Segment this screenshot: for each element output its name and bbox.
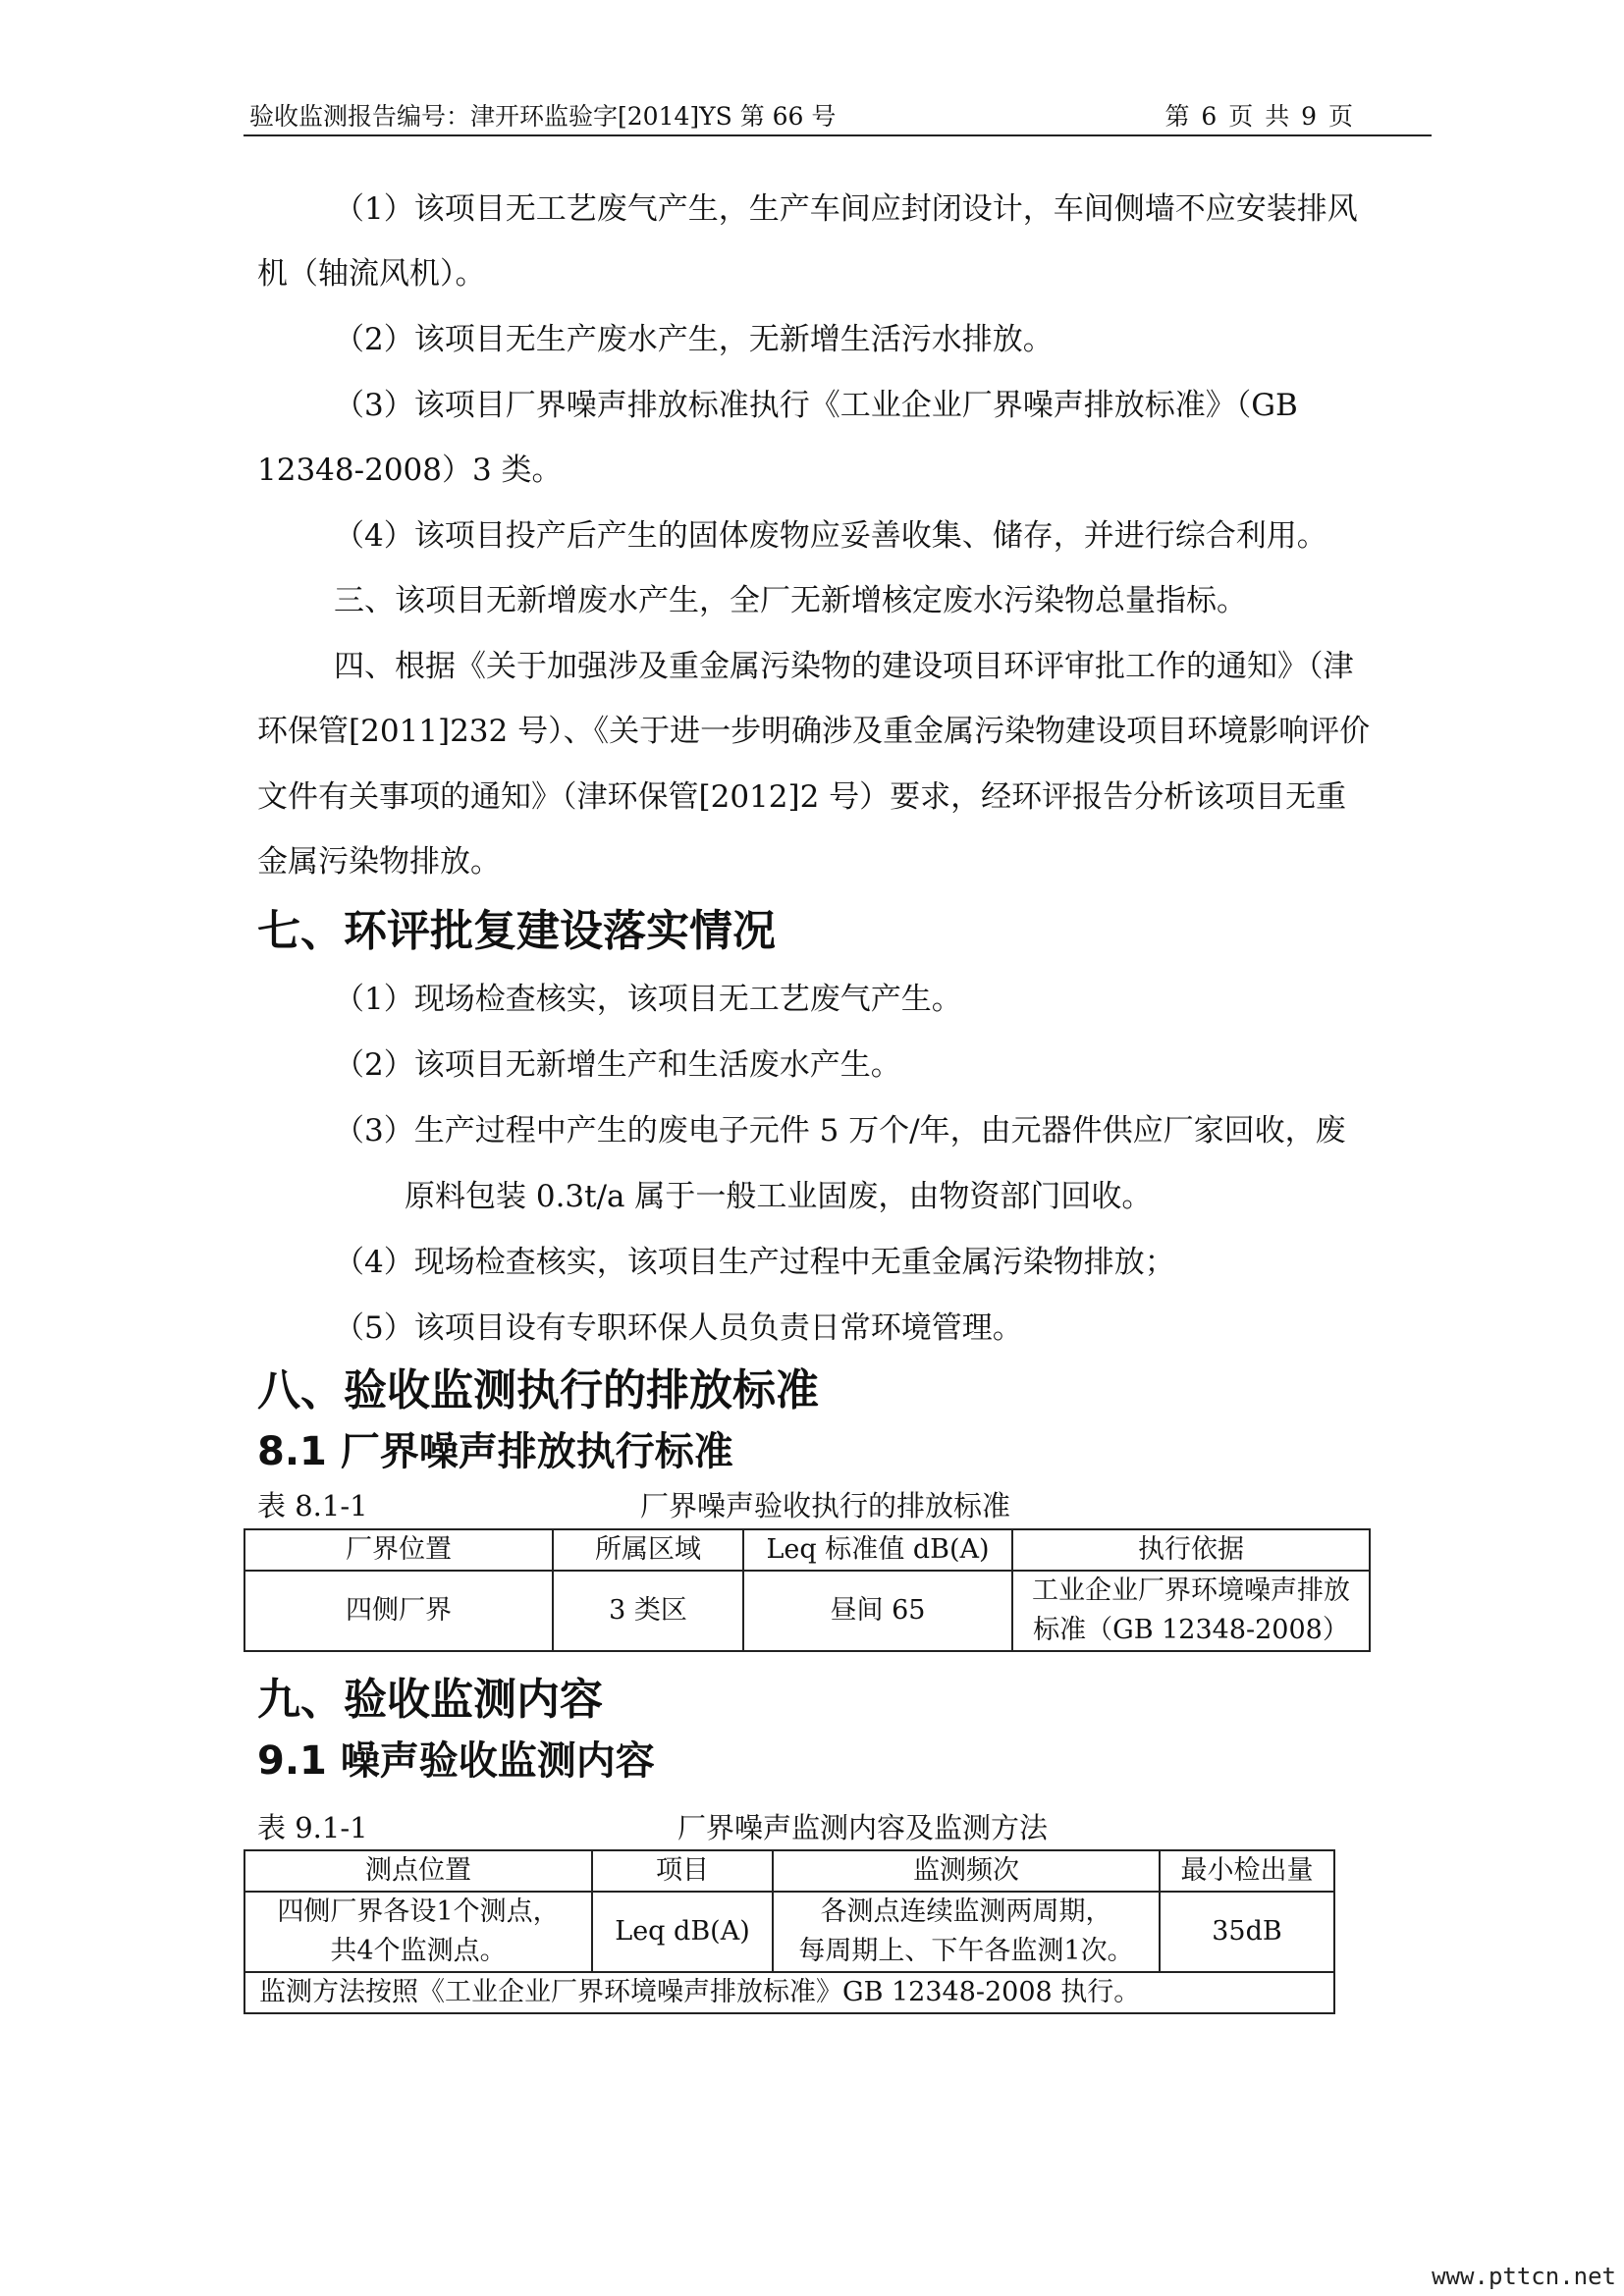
s6-point3: 三、该项目无新增废水产生，全厂无新增核定废水污染物总量指标。	[334, 583, 1247, 618]
s6-item1-line2: 机（轴流风机）。	[257, 256, 486, 292]
s6-item4: （4）该项目投产后产生的固体废物应妥善收集、储存，并进行综合利用。	[334, 518, 1327, 554]
table-header-row	[244, 1850, 1334, 1892]
table-header: 最小检出量	[1160, 1850, 1334, 1892]
table8-number: 表 8.1-1	[257, 1489, 368, 1522]
table-header-row	[244, 1529, 1370, 1571]
table-cell: Leq dB(A)	[592, 1892, 773, 1972]
section9-subtitle: 9.1 噪声验收监测内容	[257, 1738, 655, 1784]
table-cell	[1012, 1571, 1370, 1651]
table-cell: 昼间 65	[743, 1571, 1012, 1651]
cell-line: 每周期上、下午各监测1次。	[798, 1936, 1134, 1966]
table-header: Leq 标准值 dB(A)	[743, 1529, 1012, 1571]
table-note-row	[244, 1972, 1334, 2013]
page-header	[244, 95, 1432, 136]
s6-item3-line2: 12348-2008）3 类。	[257, 453, 563, 488]
section9-title: 九、验收监测内容	[257, 1675, 603, 1725]
table8-caption: 厂界噪声验收执行的排放标准	[640, 1489, 1011, 1522]
table-header: 监测频次	[773, 1850, 1160, 1892]
table-header: 项目	[592, 1850, 773, 1892]
table-note: 监测方法按照《工业企业厂界环境噪声排放标准》GB 12348-2008 执行。	[244, 1972, 1334, 2013]
cell-line: 标准（GB 12348-2008）	[1033, 1615, 1349, 1645]
cell-line: 各测点连续监测两周期，	[820, 1896, 1112, 1927]
table-header: 所属区域	[553, 1529, 743, 1571]
table-cell	[773, 1892, 1160, 1972]
s7-item2: （2）该项目无新增生产和生活废水产生。	[334, 1047, 901, 1083]
section8-title: 八、验收监测执行的排放标准	[257, 1365, 819, 1415]
table-header: 执行依据	[1012, 1529, 1370, 1571]
cell-line: 共4个监测点。	[330, 1936, 507, 1966]
table-cell	[244, 1892, 592, 1972]
table9-number: 表 9.1-1	[257, 1811, 368, 1844]
table9-caption: 厂界噪声监测内容及监测方法	[677, 1811, 1049, 1844]
table-row	[244, 1892, 1334, 1972]
s6-item3-line1: （3）该项目厂界噪声排放标准执行《工业企业厂界噪声排放标准》（GB	[334, 388, 1298, 423]
table-8-1	[244, 1528, 1371, 1652]
cell-line: 工业企业厂界环境噪声排放	[1032, 1575, 1350, 1606]
table-row	[244, 1571, 1370, 1651]
table-cell: 四侧厂界	[244, 1571, 553, 1651]
table-header: 厂界位置	[244, 1529, 553, 1571]
s6-point4-line3: 文件有关事项的通知》（津环保管[2012]2 号）要求，经环评报告分析该项目无重	[257, 779, 1347, 815]
s6-point4-line2: 环保管[2011]232 号）、《关于进一步明确涉及重金属污染物建设项目环境影响评价	[257, 714, 1371, 749]
cell-line: 四侧厂界各设1个测点，	[277, 1896, 560, 1927]
s6-point4-line4: 金属污染物排放。	[257, 844, 501, 880]
report-number: 验收监测报告编号：津开环监验字[2014]YS 第 66 号	[249, 102, 837, 131]
s7-item4: （4）现场检查核实，该项目生产过程中无重金属污染物排放；	[334, 1245, 1175, 1280]
table-9-1	[244, 1849, 1335, 2014]
s6-item1-line1: （1）该项目无工艺废气产生，生产车间应封闭设计，车间侧墙不应安装排风	[334, 191, 1358, 227]
s7-item3-line2: 原料包装 0.3t/a 属于一般工业固废，由物资部门回收。	[405, 1179, 1153, 1214]
table-header: 测点位置	[244, 1850, 592, 1892]
table-cell: 3 类区	[553, 1571, 743, 1651]
table-cell: 35dB	[1160, 1892, 1334, 1972]
page-number: 第 6 页 共 9 页	[1164, 102, 1353, 131]
watermark: www.pttcn.net	[1432, 2263, 1616, 2290]
s6-item2: （2）该项目无生产废水产生，无新增生活污水排放。	[334, 322, 1054, 357]
section8-subtitle: 8.1 厂界噪声排放执行标准	[257, 1429, 733, 1474]
section7-title: 七、环评批复建设落实情况	[257, 906, 776, 956]
s6-point4-line1: 四、根据《关于加强涉及重金属污染物的建设项目环评审批工作的通知》（津	[334, 649, 1354, 684]
s7-item3-line1: （3）生产过程中产生的废电子元件 5 万个/年，由元器件供应厂家回收，废	[334, 1113, 1346, 1148]
s7-item1: （1）现场检查核实，该项目无工艺废气产生。	[334, 982, 962, 1017]
s7-item5: （5）该项目设有专职环保人员负责日常环境管理。	[334, 1310, 1023, 1346]
